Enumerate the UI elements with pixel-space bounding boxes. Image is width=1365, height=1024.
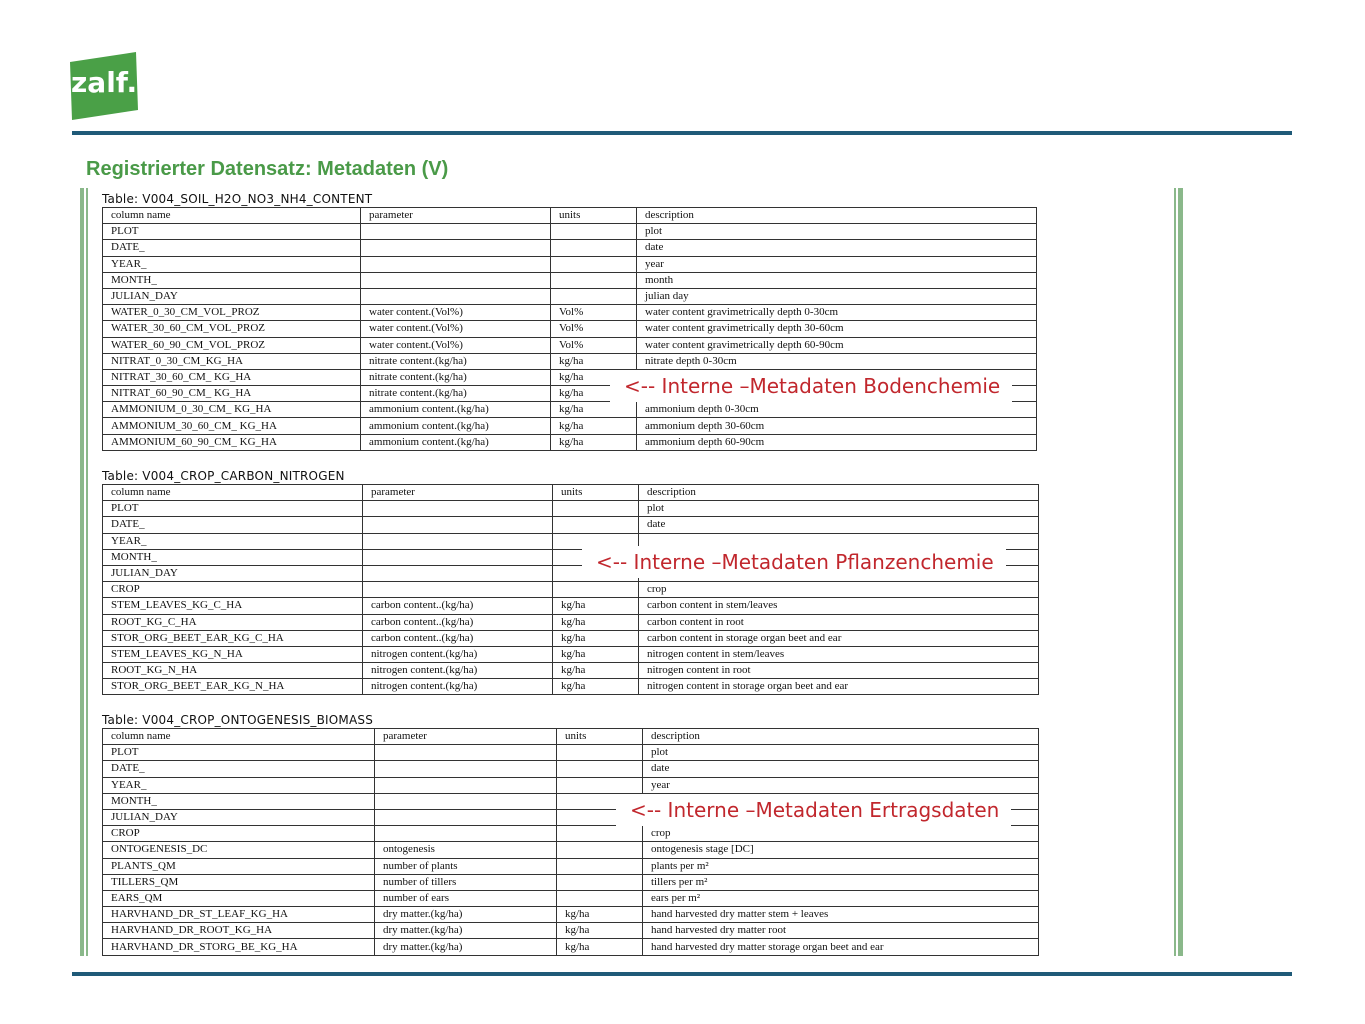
metadata-table <box>102 207 1037 451</box>
table-row <box>103 679 1039 695</box>
cell-desc: nitrogen content in storage organ beet and ear <box>639 679 1039 695</box>
cell-param <box>361 224 551 240</box>
cell-param: number of plants <box>375 858 557 874</box>
annotation-bodenchemie: <-- Interne –Metadaten Bodenchemie <box>610 370 1012 402</box>
table-header-row <box>103 208 1037 224</box>
cell-param <box>363 565 553 581</box>
frame-line-left-inner <box>86 188 88 956</box>
cell-param: nitrate content.(kg/ha) <box>361 369 551 385</box>
cell-desc: julian day <box>637 288 1037 304</box>
table-row <box>103 842 1039 858</box>
header-cell-param: parameter <box>363 485 553 501</box>
frame-line-right-inner <box>1174 188 1176 956</box>
cell-col: EARS_QM <box>103 890 375 906</box>
cell-desc: year <box>643 777 1039 793</box>
cell-col: MONTH_ <box>103 272 361 288</box>
cell-units <box>553 517 639 533</box>
table-row <box>103 305 1037 321</box>
cell-param <box>361 256 551 272</box>
cell-desc: date <box>643 761 1039 777</box>
cell-param <box>375 745 557 761</box>
metadata-table-block <box>102 468 1039 695</box>
cell-param: nitrogen content.(kg/ha) <box>363 646 553 662</box>
cell-desc: hand harvested dry matter storage organ beet and ear <box>643 939 1039 955</box>
cell-units <box>553 582 639 598</box>
cell-param <box>361 240 551 256</box>
cell-col: HARVHAND_DR_ROOT_KG_HA <box>103 923 375 939</box>
table-row <box>103 582 1039 598</box>
cell-units: kg/ha <box>553 646 639 662</box>
cell-col: DATE_ <box>103 517 363 533</box>
cell-desc: ammonium depth 30-60cm <box>637 418 1037 434</box>
header-cell-units: units <box>557 729 643 745</box>
cell-col: STEM_LEAVES_KG_C_HA <box>103 598 363 614</box>
table-row <box>103 321 1037 337</box>
table-row <box>103 907 1039 923</box>
cell-desc: hand harvested dry matter stem + leaves <box>643 907 1039 923</box>
cell-units: kg/ha <box>551 386 637 402</box>
metadata-table-block <box>102 712 1039 956</box>
footer-rule <box>72 972 1292 976</box>
cell-param: nitrate content.(kg/ha) <box>361 353 551 369</box>
cell-col: JULIAN_DAY <box>103 565 363 581</box>
cell-param <box>363 582 553 598</box>
cell-col: STEM_LEAVES_KG_N_HA <box>103 646 363 662</box>
cell-desc: water content gravimetrically depth 0-30cm <box>637 305 1037 321</box>
table-row <box>103 939 1039 955</box>
cell-units: kg/ha <box>553 598 639 614</box>
table-row <box>103 874 1039 890</box>
cell-desc: crop <box>639 582 1039 598</box>
table-row <box>103 272 1037 288</box>
cell-units: kg/ha <box>557 923 643 939</box>
cell-param: nitrate content.(kg/ha) <box>361 386 551 402</box>
cell-col: DATE_ <box>103 761 375 777</box>
cell-desc: hand harvested dry matter root <box>643 923 1039 939</box>
cell-desc: tillers per m² <box>643 874 1039 890</box>
metadata-table-block <box>102 191 1037 451</box>
cell-units: kg/ha <box>551 353 637 369</box>
cell-col: MONTH_ <box>103 549 363 565</box>
header-cell-desc: description <box>639 485 1039 501</box>
cell-units <box>551 288 637 304</box>
table-row <box>103 337 1037 353</box>
table-row <box>103 598 1039 614</box>
cell-desc: plot <box>643 745 1039 761</box>
cell-col: ROOT_KG_N_HA <box>103 663 363 679</box>
cell-col: YEAR_ <box>103 777 375 793</box>
table-row <box>103 745 1039 761</box>
table-row <box>103 646 1039 662</box>
cell-col: MONTH_ <box>103 793 375 809</box>
cell-units <box>557 874 643 890</box>
cell-units <box>551 224 637 240</box>
cell-param <box>375 809 557 825</box>
cell-param: water content.(Vol%) <box>361 305 551 321</box>
cell-param <box>363 549 553 565</box>
table-row <box>103 418 1037 434</box>
cell-col: ROOT_KG_C_HA <box>103 614 363 630</box>
page-title: Registrierter Datensatz: Metadaten (V) <box>86 158 449 180</box>
table-row <box>103 614 1039 630</box>
table-row <box>103 240 1037 256</box>
cell-param: number of tillers <box>375 874 557 890</box>
cell-units: kg/ha <box>553 663 639 679</box>
cell-desc: month <box>637 272 1037 288</box>
cell-param: dry matter.(kg/ha) <box>375 923 557 939</box>
table-name: Table: V004_SOIL_H2O_NO3_NH4_CONTENT <box>102 192 373 206</box>
table-row <box>103 663 1039 679</box>
cell-desc: carbon content in root <box>639 614 1039 630</box>
cell-desc: nitrate depth 0-30cm <box>637 353 1037 369</box>
table-row <box>103 826 1039 842</box>
cell-units: kg/ha <box>551 418 637 434</box>
metadata-table <box>102 484 1039 695</box>
cell-desc: date <box>639 517 1039 533</box>
cell-param: water content.(Vol%) <box>361 321 551 337</box>
cell-param: ontogenesis <box>375 842 557 858</box>
cell-units: kg/ha <box>553 679 639 695</box>
cell-col: PLOT <box>103 745 375 761</box>
cell-col: PLOT <box>103 501 363 517</box>
cell-units: kg/ha <box>551 402 637 418</box>
cell-units <box>557 761 643 777</box>
frame-line-right <box>1178 188 1183 956</box>
cell-units <box>553 501 639 517</box>
table-row <box>103 630 1039 646</box>
cell-col: NITRAT_0_30_CM_KG_HA <box>103 353 361 369</box>
cell-units <box>551 256 637 272</box>
cell-param <box>363 517 553 533</box>
cell-col: WATER_30_60_CM_VOL_PROZ <box>103 321 361 337</box>
table-row <box>103 434 1037 450</box>
cell-col: HARVHAND_DR_STORG_BE_KG_HA <box>103 939 375 955</box>
cell-param: carbon content..(kg/ha) <box>363 614 553 630</box>
cell-units: kg/ha <box>551 369 637 385</box>
cell-param <box>361 272 551 288</box>
header-cell-col: column name <box>103 208 361 224</box>
cell-col: WATER_0_30_CM_VOL_PROZ <box>103 305 361 321</box>
cell-col: PLOT <box>103 224 361 240</box>
cell-col: STOR_ORG_BEET_EAR_KG_N_HA <box>103 679 363 695</box>
cell-col: WATER_60_90_CM_VOL_PROZ <box>103 337 361 353</box>
table-header-row <box>103 485 1039 501</box>
cell-col: YEAR_ <box>103 533 363 549</box>
cell-units: kg/ha <box>551 434 637 450</box>
table-row <box>103 224 1037 240</box>
cell-param: nitrogen content.(kg/ha) <box>363 663 553 679</box>
table-row <box>103 761 1039 777</box>
table-row <box>103 402 1037 418</box>
cell-param <box>375 826 557 842</box>
cell-units <box>557 777 643 793</box>
annotation-ertragsdaten: <-- Interne –Metadaten Ertragsdaten <box>616 794 1011 826</box>
table-row <box>103 353 1037 369</box>
header-cell-col: column name <box>103 485 363 501</box>
cell-param: nitrogen content.(kg/ha) <box>363 679 553 695</box>
table-row <box>103 923 1039 939</box>
cell-col: HARVHAND_DR_ST_LEAF_KG_HA <box>103 907 375 923</box>
cell-param <box>375 761 557 777</box>
cell-desc: ammonium depth 0-30cm <box>637 402 1037 418</box>
cell-col: AMMONIUM_60_90_CM_ KG_HA <box>103 434 361 450</box>
cell-desc: year <box>637 256 1037 272</box>
cell-param: ammonium content.(kg/ha) <box>361 402 551 418</box>
table-name: Table: V004_CROP_ONTOGENESIS_BIOMASS <box>102 713 374 727</box>
header-rule <box>72 131 1292 135</box>
cell-units <box>557 826 643 842</box>
cell-col: DATE_ <box>103 240 361 256</box>
cell-param: carbon content..(kg/ha) <box>363 630 553 646</box>
cell-desc: plot <box>637 224 1037 240</box>
cell-param <box>363 501 553 517</box>
cell-units <box>557 745 643 761</box>
cell-col: TILLERS_QM <box>103 874 375 890</box>
header-cell-param: parameter <box>375 729 557 745</box>
metadata-table <box>102 728 1039 956</box>
cell-units <box>551 272 637 288</box>
cell-param: ammonium content.(kg/ha) <box>361 434 551 450</box>
cell-param: water content.(Vol%) <box>361 337 551 353</box>
cell-desc: ontogenesis stage [DC] <box>643 842 1039 858</box>
table-name: Table: V004_CROP_CARBON_NITROGEN <box>102 469 345 483</box>
cell-param <box>375 793 557 809</box>
cell-desc: plot <box>639 501 1039 517</box>
header-cell-units: units <box>553 485 639 501</box>
cell-units: kg/ha <box>553 614 639 630</box>
cell-units <box>557 842 643 858</box>
table-row <box>103 890 1039 906</box>
table-row <box>103 288 1037 304</box>
cell-desc: crop <box>643 826 1039 842</box>
header-cell-param: parameter <box>361 208 551 224</box>
table-row <box>103 256 1037 272</box>
cell-col: YEAR_ <box>103 256 361 272</box>
cell-col: JULIAN_DAY <box>103 288 361 304</box>
cell-param <box>375 777 557 793</box>
table-header-row <box>103 729 1039 745</box>
cell-param: number of ears <box>375 890 557 906</box>
cell-desc: ammonium depth 60-90cm <box>637 434 1037 450</box>
cell-param: carbon content..(kg/ha) <box>363 598 553 614</box>
cell-desc: water content gravimetrically depth 30-60cm <box>637 321 1037 337</box>
cell-col: NITRAT_60_90_CM_ KG_HA <box>103 386 361 402</box>
cell-desc: nitrogen content in root <box>639 663 1039 679</box>
cell-col: CROP <box>103 826 375 842</box>
table-row <box>103 777 1039 793</box>
cell-units <box>557 890 643 906</box>
cell-units <box>557 858 643 874</box>
cell-col: AMMONIUM_30_60_CM_ KG_HA <box>103 418 361 434</box>
cell-desc: ears per m² <box>643 890 1039 906</box>
cell-desc: carbon content in stem/leaves <box>639 598 1039 614</box>
cell-desc: nitrogen content in stem/leaves <box>639 646 1039 662</box>
annotation-pflanzenchemie: <-- Interne –Metadaten Pflanzenchemie <box>582 546 1006 578</box>
cell-units: kg/ha <box>557 939 643 955</box>
cell-param: dry matter.(kg/ha) <box>375 939 557 955</box>
cell-param <box>363 533 553 549</box>
cell-desc: date <box>637 240 1037 256</box>
cell-col: CROP <box>103 582 363 598</box>
table-row <box>103 501 1039 517</box>
header-cell-desc: description <box>637 208 1037 224</box>
cell-desc: carbon content in storage organ beet and ear <box>639 630 1039 646</box>
header-cell-col: column name <box>103 729 375 745</box>
cell-param: dry matter.(kg/ha) <box>375 907 557 923</box>
cell-col: AMMONIUM_0_30_CM_ KG_HA <box>103 402 361 418</box>
cell-desc: plants per m² <box>643 858 1039 874</box>
cell-units: kg/ha <box>557 907 643 923</box>
cell-param <box>361 288 551 304</box>
table-row <box>103 858 1039 874</box>
header-cell-units: units <box>551 208 637 224</box>
cell-col: ONTOGENESIS_DC <box>103 842 375 858</box>
cell-col: JULIAN_DAY <box>103 809 375 825</box>
cell-units: Vol% <box>551 305 637 321</box>
cell-desc: water content gravimetrically depth 60-90cm <box>637 337 1037 353</box>
cell-param: ammonium content.(kg/ha) <box>361 418 551 434</box>
table-row <box>103 517 1039 533</box>
cell-units <box>551 240 637 256</box>
cell-units: Vol% <box>551 321 637 337</box>
cell-col: PLANTS_QM <box>103 858 375 874</box>
header-cell-desc: description <box>643 729 1039 745</box>
cell-units: kg/ha <box>553 630 639 646</box>
svg-text:zalf.: zalf. <box>71 66 138 99</box>
zalf-logo <box>68 50 140 122</box>
cell-col: NITRAT_30_60_CM_ KG_HA <box>103 369 361 385</box>
frame-line-left <box>80 188 84 956</box>
cell-units: Vol% <box>551 337 637 353</box>
cell-col: STOR_ORG_BEET_EAR_KG_C_HA <box>103 630 363 646</box>
